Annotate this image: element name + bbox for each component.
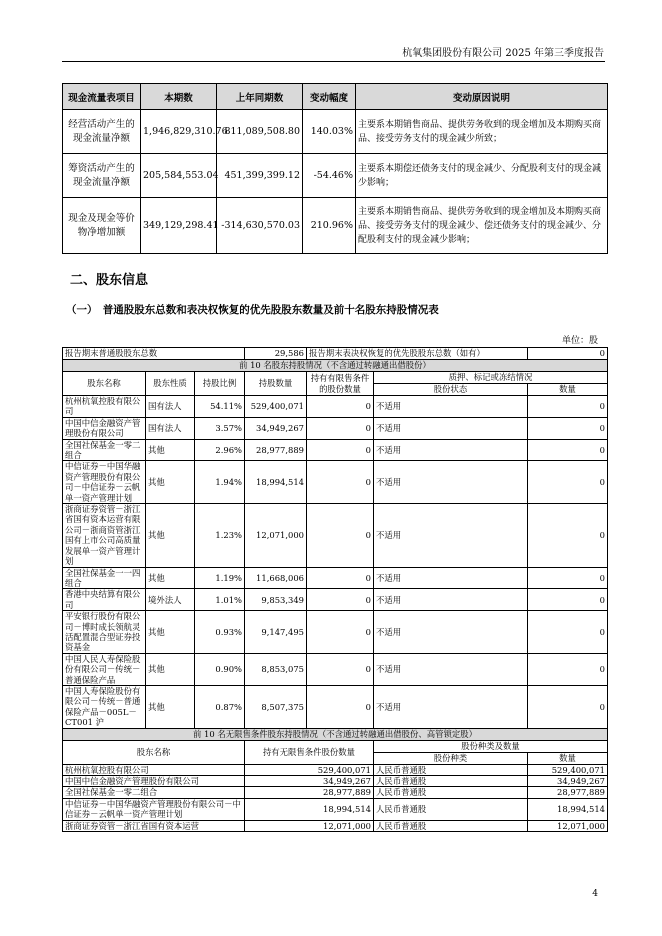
unrestricted-shares: 34,949,267 (245, 776, 374, 787)
holder-name: 全国社保基金一零二组合 (63, 439, 146, 461)
header-rule (62, 61, 605, 62)
holder-name: 平安银行股份有限公司－博时成长领航灵活配置混合型证券投资基金 (63, 611, 146, 654)
pledge-status: 不适用 (374, 417, 528, 439)
table-row (63, 611, 608, 654)
change-rate: 140.03% (303, 110, 356, 154)
holder-nature: 其他 (146, 611, 195, 654)
table-row (63, 589, 608, 611)
share-type: 人民币普通股 (374, 787, 528, 798)
page-number: 4 (592, 889, 598, 899)
column-header: 现金流量表项目 (63, 84, 141, 110)
pledge-qty: 0 (528, 611, 608, 654)
table-row (63, 820, 608, 831)
cash-flow-item: 现金及现金等价物净增加额 (63, 198, 141, 254)
pledge-status: 不适用 (374, 589, 528, 611)
holder-ratio: 2.96% (195, 439, 245, 461)
column-header: 质押、标记或冻结情况 (374, 372, 608, 384)
holder-restricted: 0 (307, 589, 374, 611)
table-row (63, 685, 608, 728)
cash-flow-table (62, 83, 608, 254)
column-header: 持有有限售条件的股份数量 (307, 372, 374, 396)
change-rate: 210.96% (303, 198, 356, 254)
pledge-status: 不适用 (374, 567, 528, 589)
holder-ratio: 3.57% (195, 417, 245, 439)
share-qty: 18,994,514 (528, 798, 608, 820)
holder-shares: 9,853,349 (245, 589, 307, 611)
holder-ratio: 0.87% (195, 685, 245, 728)
change-reason: 主要系本期销售商品、提供劳务收到的现金增加及本期购买商品、接受劳务支付的现金减少、偿还债务支付的现金减少、分配股利支付的现金减少影响； (356, 198, 608, 254)
current-value: 1,946,829,310.76 (141, 110, 217, 154)
change-reason: 主要系本期销售商品、提供劳务收到的现金增加及本期购买商品、接受劳务支付的现金减少所致； (356, 110, 608, 154)
pledge-status: 不适用 (374, 504, 528, 567)
pledge-status: 不适用 (374, 685, 528, 728)
holder-shares: 529,400,071 (245, 396, 307, 418)
holder-name: 浙商证券资管－浙江省国有资本运营 (63, 820, 245, 831)
share-qty: 529,400,071 (528, 764, 608, 775)
holder-name: 中国中信金融资产管理股份有限公司 (63, 417, 146, 439)
cash-flow-item: 筹资活动产生的现金流量净额 (63, 154, 141, 198)
holder-nature: 其他 (146, 439, 195, 461)
holder-nature: 国有法人 (146, 417, 195, 439)
current-value: 349,129,298.41 (141, 198, 217, 254)
holder-name: 中国人寿保险股份有限公司－传统－普通保险产品－005L－CT001 沪 (63, 685, 146, 728)
unrestricted-shares: 28,977,889 (245, 787, 374, 798)
holder-nature: 其他 (146, 567, 195, 589)
pledge-qty: 0 (528, 417, 608, 439)
holder-restricted: 0 (307, 611, 374, 654)
pledge-status: 不适用 (374, 396, 528, 418)
table-row (63, 439, 608, 461)
shareholder-table (62, 347, 608, 832)
prior-value: 811,089,508.80 (217, 110, 303, 154)
holder-restricted: 0 (307, 685, 374, 728)
preferred-holders-label: 报告期末表决权恢复的优先股股东总数（如有） (307, 348, 528, 360)
report-header: 杭氧集团股份有限公司 2025 年第三季度报告 (402, 48, 604, 59)
pledge-status: 不适用 (374, 461, 528, 504)
share-type: 人民币普通股 (374, 764, 528, 775)
holder-nature: 其他 (146, 504, 195, 567)
holder-restricted: 0 (307, 396, 374, 418)
column-header: 持有无限售条件股份数量 (245, 740, 374, 764)
table-row (63, 653, 608, 685)
holder-name: 中国中信金融资产管理股份有限公司 (63, 776, 245, 787)
column-header: 股东名称 (63, 372, 146, 396)
table-row (63, 396, 608, 418)
preferred-holders-value: 0 (528, 348, 608, 360)
share-type: 人民币普通股 (374, 820, 528, 831)
unrestricted-title-row (63, 728, 608, 740)
holder-name: 杭州杭氧控股有限公司 (63, 396, 146, 418)
holder-shares: 8,507,375 (245, 685, 307, 728)
table-row (63, 764, 608, 775)
change-reason: 主要系本期偿还债务支付的现金减少、分配股利支付的现金减少影响； (356, 154, 608, 198)
current-value: 205,584,553.04 (141, 154, 217, 198)
holder-name: 香港中央结算有限公司 (63, 589, 146, 611)
holder-shares: 9,147,495 (245, 611, 307, 654)
share-qty: 34,949,267 (528, 776, 608, 787)
unrestricted-title: 前 10 名无限售条件股东持股情况（不含通过转融通出借股份、高管锁定股） (63, 728, 608, 740)
holder-shares: 34,949,267 (245, 417, 307, 439)
holder-shares: 11,668,006 (245, 567, 307, 589)
holder-shares: 18,994,514 (245, 461, 307, 504)
holder-name: 全国社保基金一一四组合 (63, 567, 146, 589)
prior-value: 451,399,399.12 (217, 154, 303, 198)
table-row (63, 198, 608, 254)
table-row (63, 787, 608, 798)
column-header: 变动原因说明 (356, 84, 608, 110)
holder-ratio: 0.90% (195, 653, 245, 685)
table-row (63, 110, 608, 154)
holder-ratio: 1.94% (195, 461, 245, 504)
holder-nature: 国有法人 (146, 396, 195, 418)
top10-header-row (63, 372, 608, 384)
column-header: 持股数量 (245, 372, 307, 396)
share-type: 人民币普通股 (374, 798, 528, 820)
holder-nature: 其他 (146, 653, 195, 685)
holder-shares: 8,853,075 (245, 653, 307, 685)
cash-flow-header-row (63, 84, 608, 110)
holder-nature: 其他 (146, 685, 195, 728)
table-row (63, 417, 608, 439)
total-holders-value: 29,586 (245, 348, 307, 360)
holder-name: 中信证券－中国华融资产管理股份有限公司－中信证券－云帆单一资产管理计划 (63, 798, 245, 820)
share-qty: 12,071,000 (528, 820, 608, 831)
pledge-qty: 0 (528, 396, 608, 418)
section-title: 二、股东信息 (70, 273, 149, 288)
table-row (63, 798, 608, 820)
holder-restricted: 0 (307, 461, 374, 504)
summary-row (63, 348, 608, 360)
holder-name: 中信证券－中国华融资产管理股份有限公司－中信证券－云帆单一资产管理计划 (63, 461, 146, 504)
unit-label: 单位：股 (561, 336, 598, 346)
table-row (63, 567, 608, 589)
column-header: 数量 (528, 384, 608, 396)
unrestricted-body (63, 764, 608, 831)
unrestricted-shares: 12,071,000 (245, 820, 374, 831)
change-rate: -54.46% (303, 154, 356, 198)
holder-ratio: 1.19% (195, 567, 245, 589)
share-type: 人民币普通股 (374, 776, 528, 787)
subsection-title: （一） 普通股股东总数和表决权恢复的优先股股东数量及前十名股东持股情况表 (66, 304, 439, 316)
pledge-status: 不适用 (374, 439, 528, 461)
unrestricted-shares: 18,994,514 (245, 798, 374, 820)
holder-restricted: 0 (307, 417, 374, 439)
column-header: 股份种类及数量 (374, 740, 608, 752)
pledge-qty: 0 (528, 653, 608, 685)
column-header: 上年同期数 (217, 84, 303, 110)
holder-shares: 12,071,000 (245, 504, 307, 567)
column-header: 变动幅度 (303, 84, 356, 110)
holder-restricted: 0 (307, 567, 374, 589)
holder-name: 浙商证券资管－浙江省国有资本运营有限公司－浙商资管浙江国有上市公司高质量发展单一资产管理计划 (63, 504, 146, 567)
column-header: 股份种类 (374, 752, 528, 764)
holder-name: 中国人民人寿保险股份有限公司－传统－普通保险产品 (63, 653, 146, 685)
holder-restricted: 0 (307, 653, 374, 685)
top10-body (63, 396, 608, 729)
holder-ratio: 1.01% (195, 589, 245, 611)
holder-name: 杭州杭氧控股有限公司 (63, 764, 245, 775)
table-row (63, 154, 608, 198)
pledge-qty: 0 (528, 504, 608, 567)
holder-restricted: 0 (307, 439, 374, 461)
table-row (63, 461, 608, 504)
holder-shares: 28,977,889 (245, 439, 307, 461)
pledge-qty: 0 (528, 567, 608, 589)
holder-ratio: 1.23% (195, 504, 245, 567)
holder-ratio: 0.93% (195, 611, 245, 654)
cash-flow-item: 经营活动产生的现金流量净额 (63, 110, 141, 154)
holder-restricted: 0 (307, 504, 374, 567)
pledge-qty: 0 (528, 439, 608, 461)
pledge-status: 不适用 (374, 611, 528, 654)
table-row (63, 776, 608, 787)
pledge-status: 不适用 (374, 653, 528, 685)
holder-nature: 其他 (146, 461, 195, 504)
holder-name: 全国社保基金一零二组合 (63, 787, 245, 798)
holder-ratio: 54.11% (195, 396, 245, 418)
column-header: 股东名称 (63, 740, 245, 764)
column-header: 数量 (528, 752, 608, 764)
total-holders-label: 报告期末普通股股东总数 (63, 348, 245, 360)
column-header: 股份状态 (374, 384, 528, 396)
pledge-qty: 0 (528, 461, 608, 504)
share-qty: 28,977,889 (528, 787, 608, 798)
pledge-qty: 0 (528, 589, 608, 611)
table-row (63, 504, 608, 567)
unrestricted-shares: 529,400,071 (245, 764, 374, 775)
top10-title: 前 10 名股东持股情况（不含通过转融通出借股份） (63, 360, 608, 372)
column-header: 持股比例 (195, 372, 245, 396)
column-header: 本期数 (141, 84, 217, 110)
column-header: 股东性质 (146, 372, 195, 396)
unrestricted-header-row (63, 740, 608, 752)
holder-nature: 境外法人 (146, 589, 195, 611)
pledge-qty: 0 (528, 685, 608, 728)
prior-value: -314,630,570.03 (217, 198, 303, 254)
top10-title-row (63, 360, 608, 372)
